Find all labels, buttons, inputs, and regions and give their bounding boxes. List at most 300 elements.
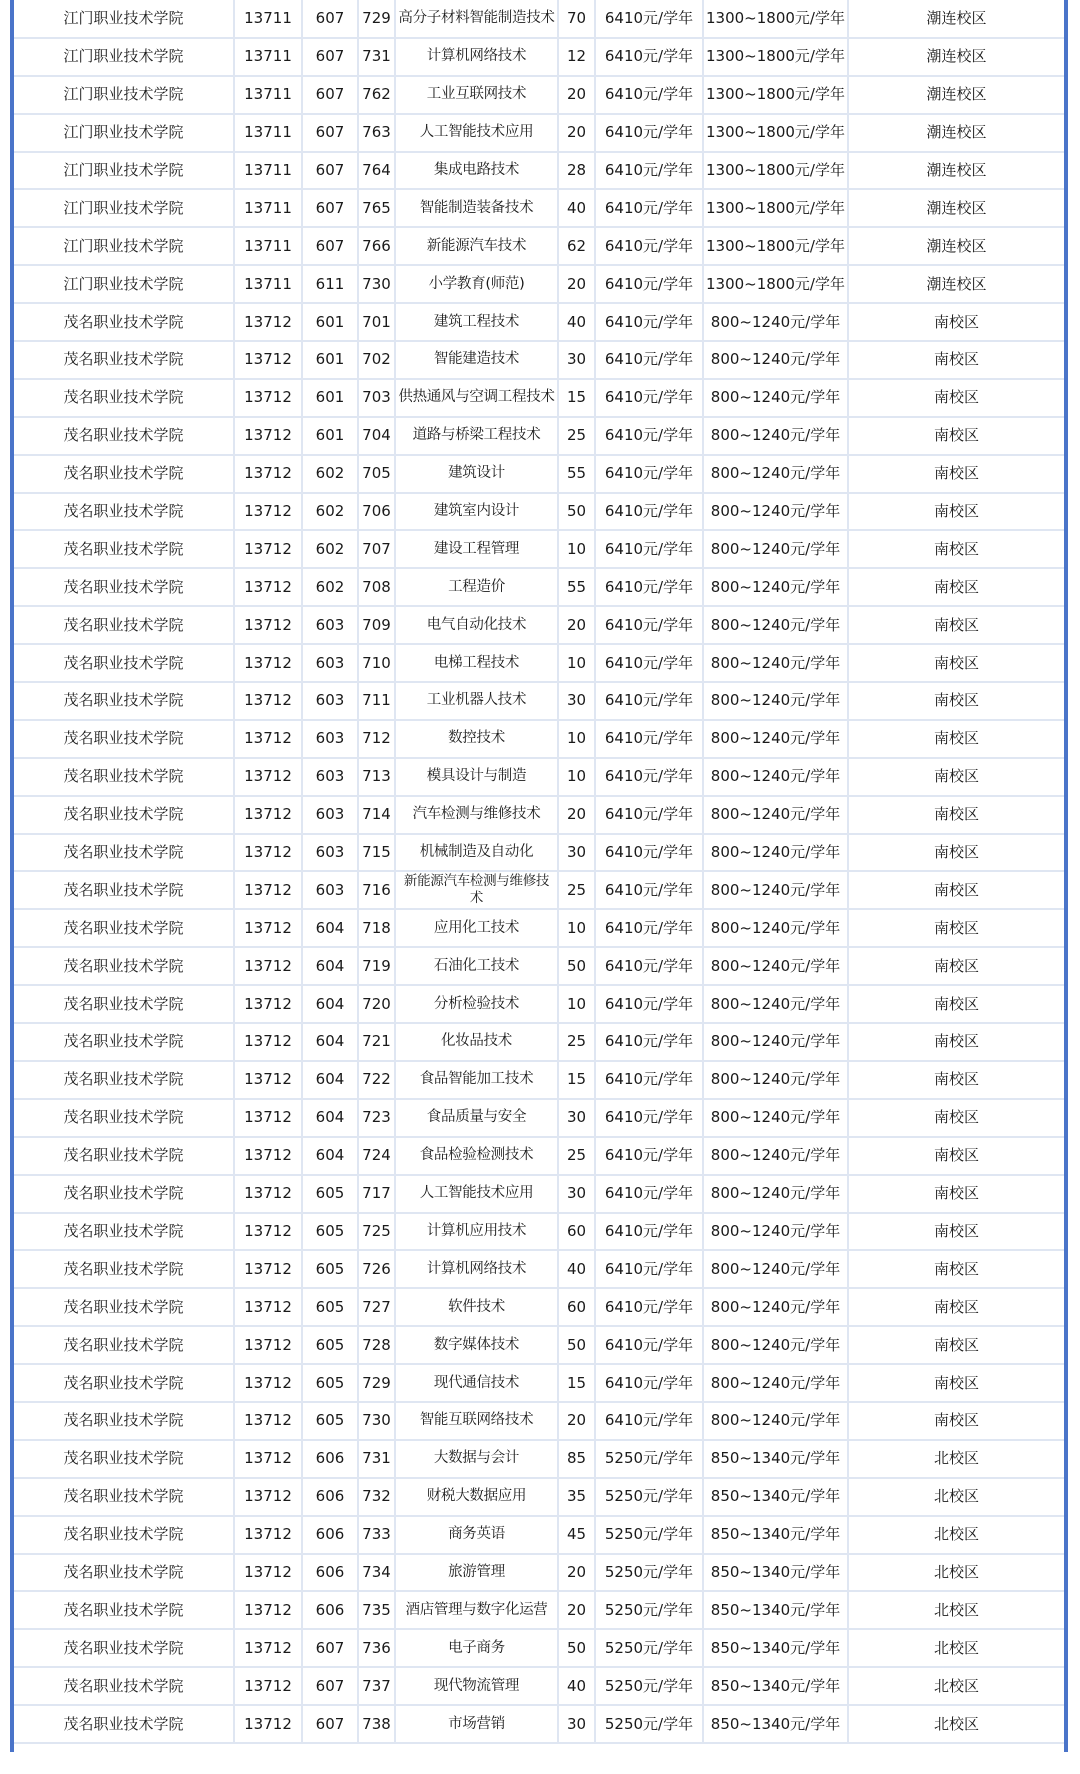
plan-count-cell: 55 [558,455,595,493]
plan-count-cell: 10 [558,530,595,568]
lodging-fee-cell: 800~1240元/学年 [703,1175,848,1213]
group-code-cell: 604 [302,1099,358,1137]
table-row [14,1099,1064,1137]
tuition-cell: 6410元/学年 [595,568,703,606]
plan-count-cell: 50 [558,947,595,985]
group-code-cell: 607 [302,76,358,114]
group-code-cell: 603 [302,796,358,834]
school-name-cell: 茂名职业技术学院 [14,1023,234,1061]
school-code-cell: 13712 [234,606,302,644]
plan-count-cell: 28 [558,152,595,190]
school-name-cell: 茂名职业技术学院 [14,1364,234,1402]
table-row [14,152,1064,190]
school-code-cell: 13712 [234,1516,302,1554]
lodging-fee-cell: 1300~1800元/学年 [703,227,848,265]
major-name-cell: 智能制造装备技术 [395,189,558,227]
plan-count-cell: 40 [558,1667,595,1705]
table-row [14,1591,1064,1629]
school-name-cell: 茂名职业技术学院 [14,1478,234,1516]
major-code-cell: 707 [358,530,395,568]
tuition-cell: 5250元/学年 [595,1591,703,1629]
group-code-cell: 605 [302,1250,358,1288]
school-name-cell: 茂名职业技术学院 [14,379,234,417]
lodging-fee-cell: 800~1240元/学年 [703,568,848,606]
major-code-cell: 729 [358,1364,395,1402]
group-code-cell: 607 [302,114,358,152]
school-name-cell: 茂名职业技术学院 [14,1288,234,1326]
tuition-cell: 6410元/学年 [595,0,703,38]
group-code-cell: 607 [302,0,358,38]
tuition-cell: 6410元/学年 [595,834,703,872]
major-name-cell: 数字媒体技术 [395,1326,558,1364]
major-name-cell: 小学教育(师范) [395,265,558,303]
table-row [14,606,1064,644]
campus-cell: 南校区 [848,1099,1064,1137]
school-code-cell: 13712 [234,644,302,682]
major-code-cell: 736 [358,1629,395,1667]
major-name-cell: 供热通风与空调工程技术 [395,379,558,417]
group-code-cell: 607 [302,1705,358,1743]
major-code-cell: 701 [358,303,395,341]
major-code-cell: 709 [358,606,395,644]
group-code-cell: 601 [302,417,358,455]
school-code-cell: 13711 [234,38,302,76]
school-name-cell: 茂名职业技术学院 [14,1402,234,1440]
group-code-cell: 604 [302,1023,358,1061]
school-code-cell: 13712 [234,303,302,341]
major-name-cell: 化妆品技术 [395,1023,558,1061]
lodging-fee-cell: 800~1240元/学年 [703,1288,848,1326]
tuition-cell: 5250元/学年 [595,1554,703,1592]
group-code-cell: 603 [302,871,358,909]
school-name-cell: 茂名职业技术学院 [14,1326,234,1364]
campus-cell: 北校区 [848,1629,1064,1667]
tuition-cell: 5250元/学年 [595,1705,703,1743]
tuition-cell: 6410元/学年 [595,1137,703,1175]
plan-count-cell: 40 [558,1250,595,1288]
school-code-cell: 13712 [234,493,302,531]
major-code-cell: 706 [358,493,395,531]
major-name-cell: 旅游管理 [395,1554,558,1592]
major-code-cell: 733 [358,1516,395,1554]
table-row [14,1288,1064,1326]
major-name-cell: 电梯工程技术 [395,644,558,682]
campus-cell: 北校区 [848,1440,1064,1478]
school-code-cell: 13711 [234,0,302,38]
plan-count-cell: 20 [558,796,595,834]
campus-cell: 南校区 [848,1326,1064,1364]
school-name-cell: 茂名职业技术学院 [14,1516,234,1554]
lodging-fee-cell: 1300~1800元/学年 [703,76,848,114]
table-row [14,1326,1064,1364]
major-code-cell: 704 [358,417,395,455]
tuition-cell: 6410元/学年 [595,1213,703,1251]
school-code-cell: 13711 [234,114,302,152]
admission-table [14,0,1064,1744]
school-name-cell: 江门职业技术学院 [14,38,234,76]
major-name-cell: 石油化工技术 [395,947,558,985]
plan-count-cell: 20 [558,1402,595,1440]
school-name-cell: 茂名职业技术学院 [14,1440,234,1478]
table-row [14,189,1064,227]
plan-count-cell: 20 [558,606,595,644]
group-code-cell: 611 [302,265,358,303]
major-code-cell: 715 [358,834,395,872]
major-code-cell: 721 [358,1023,395,1061]
plan-count-cell: 20 [558,265,595,303]
tuition-cell: 6410元/学年 [595,758,703,796]
tuition-cell: 6410元/学年 [595,909,703,947]
campus-cell: 南校区 [848,379,1064,417]
major-code-cell: 711 [358,682,395,720]
lodging-fee-cell: 850~1340元/学年 [703,1554,848,1592]
campus-cell: 南校区 [848,796,1064,834]
table-row [14,417,1064,455]
school-code-cell: 13712 [234,947,302,985]
lodging-fee-cell: 800~1240元/学年 [703,909,848,947]
school-code-cell: 13711 [234,265,302,303]
table-row [14,1402,1064,1440]
plan-count-cell: 25 [558,417,595,455]
school-name-cell: 茂名职业技术学院 [14,1213,234,1251]
campus-cell: 南校区 [848,1175,1064,1213]
school-code-cell: 13712 [234,1061,302,1099]
group-code-cell: 601 [302,341,358,379]
campus-cell: 北校区 [848,1516,1064,1554]
school-name-cell: 茂名职业技术学院 [14,606,234,644]
campus-cell: 南校区 [848,1023,1064,1061]
campus-cell: 南校区 [848,530,1064,568]
major-name-cell: 商务英语 [395,1516,558,1554]
lodging-fee-cell: 800~1240元/学年 [703,871,848,909]
school-code-cell: 13712 [234,1213,302,1251]
plan-count-cell: 10 [558,644,595,682]
tuition-cell: 6410元/学年 [595,114,703,152]
plan-count-cell: 20 [558,76,595,114]
major-code-cell: 734 [358,1554,395,1592]
lodging-fee-cell: 1300~1800元/学年 [703,152,848,190]
major-code-cell: 722 [358,1061,395,1099]
plan-count-cell: 12 [558,38,595,76]
group-code-cell: 601 [302,303,358,341]
school-code-cell: 13712 [234,455,302,493]
table-row [14,114,1064,152]
tuition-cell: 5250元/学年 [595,1516,703,1554]
tuition-cell: 6410元/学年 [595,341,703,379]
major-code-cell: 735 [358,1591,395,1629]
campus-cell: 南校区 [848,1137,1064,1175]
tuition-cell: 6410元/学年 [595,1175,703,1213]
major-code-cell: 728 [358,1326,395,1364]
lodging-fee-cell: 800~1240元/学年 [703,341,848,379]
table-row [14,341,1064,379]
table-row [14,758,1064,796]
major-code-cell: 731 [358,38,395,76]
table-row [14,227,1064,265]
plan-count-cell: 10 [558,985,595,1023]
tuition-cell: 6410元/学年 [595,455,703,493]
tuition-cell: 6410元/学年 [595,1364,703,1402]
campus-cell: 北校区 [848,1478,1064,1516]
school-code-cell: 13712 [234,379,302,417]
campus-cell: 南校区 [848,1288,1064,1326]
major-name-cell: 分析检验技术 [395,985,558,1023]
school-name-cell: 江门职业技术学院 [14,265,234,303]
school-name-cell: 茂名职业技术学院 [14,1705,234,1743]
school-code-cell: 13712 [234,1667,302,1705]
tuition-cell: 6410元/学年 [595,1250,703,1288]
campus-cell: 南校区 [848,493,1064,531]
campus-cell: 潮连校区 [848,114,1064,152]
campus-cell: 南校区 [848,341,1064,379]
group-code-cell: 604 [302,947,358,985]
group-code-cell: 605 [302,1364,358,1402]
major-name-cell: 建筑设计 [395,455,558,493]
campus-cell: 南校区 [848,871,1064,909]
campus-cell: 南校区 [848,720,1064,758]
major-name-cell: 新能源汽车技术 [395,227,558,265]
major-name-cell: 智能互联网络技术 [395,1402,558,1440]
major-name-cell: 财税大数据应用 [395,1478,558,1516]
campus-cell: 南校区 [848,568,1064,606]
group-code-cell: 602 [302,530,358,568]
table-row [14,947,1064,985]
plan-count-cell: 10 [558,758,595,796]
table-row [14,1137,1064,1175]
table-row [14,1629,1064,1667]
school-code-cell: 13712 [234,1137,302,1175]
table-row [14,1554,1064,1592]
campus-cell: 南校区 [848,1364,1064,1402]
tuition-cell: 6410元/学年 [595,265,703,303]
group-code-cell: 607 [302,1629,358,1667]
group-code-cell: 607 [302,152,358,190]
major-code-cell: 718 [358,909,395,947]
major-code-cell: 730 [358,265,395,303]
campus-cell: 潮连校区 [848,227,1064,265]
campus-cell: 潮连校区 [848,76,1064,114]
table-row [14,871,1064,909]
campus-cell: 潮连校区 [848,152,1064,190]
major-name-cell: 智能建造技术 [395,341,558,379]
tuition-cell: 6410元/学年 [595,682,703,720]
tuition-cell: 6410元/学年 [595,227,703,265]
lodging-fee-cell: 850~1340元/学年 [703,1629,848,1667]
major-name-cell: 人工智能技术应用 [395,1175,558,1213]
group-code-cell: 601 [302,379,358,417]
school-name-cell: 茂名职业技术学院 [14,341,234,379]
group-code-cell: 607 [302,189,358,227]
school-name-cell: 茂名职业技术学院 [14,644,234,682]
group-code-cell: 602 [302,493,358,531]
group-code-cell: 603 [302,606,358,644]
major-name-cell: 现代物流管理 [395,1667,558,1705]
lodging-fee-cell: 800~1240元/学年 [703,1364,848,1402]
tuition-cell: 6410元/学年 [595,38,703,76]
major-code-cell: 714 [358,796,395,834]
major-name-cell: 数控技术 [395,720,558,758]
tuition-cell: 6410元/学年 [595,303,703,341]
school-code-cell: 13712 [234,909,302,947]
major-name-cell: 汽车检测与维修技术 [395,796,558,834]
tuition-cell: 6410元/学年 [595,644,703,682]
table-row [14,379,1064,417]
major-code-cell: 727 [358,1288,395,1326]
group-code-cell: 604 [302,1061,358,1099]
group-code-cell: 607 [302,1667,358,1705]
lodging-fee-cell: 850~1340元/学年 [703,1516,848,1554]
campus-cell: 北校区 [848,1667,1064,1705]
table-body [14,0,1064,1743]
school-name-cell: 江门职业技术学院 [14,152,234,190]
plan-count-cell: 10 [558,909,595,947]
lodging-fee-cell: 800~1240元/学年 [703,455,848,493]
group-code-cell: 602 [302,568,358,606]
lodging-fee-cell: 1300~1800元/学年 [703,265,848,303]
lodging-fee-cell: 800~1240元/学年 [703,947,848,985]
major-code-cell: 719 [358,947,395,985]
major-code-cell: 703 [358,379,395,417]
lodging-fee-cell: 850~1340元/学年 [703,1705,848,1743]
plan-count-cell: 70 [558,0,595,38]
major-name-cell: 工业互联网技术 [395,76,558,114]
major-code-cell: 729 [358,0,395,38]
major-name-cell: 计算机网络技术 [395,38,558,76]
plan-count-cell: 15 [558,1364,595,1402]
school-name-cell: 江门职业技术学院 [14,76,234,114]
major-code-cell: 762 [358,76,395,114]
school-code-cell: 13712 [234,1175,302,1213]
campus-cell: 南校区 [848,1213,1064,1251]
group-code-cell: 606 [302,1554,358,1592]
table-row [14,985,1064,1023]
major-name-cell: 工程造价 [395,568,558,606]
campus-cell: 南校区 [848,455,1064,493]
campus-cell: 潮连校区 [848,265,1064,303]
plan-count-cell: 20 [558,1554,595,1592]
school-code-cell: 13712 [234,1705,302,1743]
lodging-fee-cell: 850~1340元/学年 [703,1591,848,1629]
major-name-cell: 电气自动化技术 [395,606,558,644]
major-code-cell: 764 [358,152,395,190]
school-code-cell: 13712 [234,568,302,606]
school-code-cell: 13711 [234,76,302,114]
campus-cell: 潮连校区 [848,189,1064,227]
table-row [14,1667,1064,1705]
tuition-cell: 6410元/学年 [595,1099,703,1137]
tuition-cell: 6410元/学年 [595,1023,703,1061]
school-code-cell: 13712 [234,834,302,872]
major-code-cell: 724 [358,1137,395,1175]
school-code-cell: 13712 [234,1023,302,1061]
school-code-cell: 13712 [234,720,302,758]
tuition-cell: 6410元/学年 [595,417,703,455]
plan-count-cell: 30 [558,834,595,872]
school-name-cell: 茂名职业技术学院 [14,493,234,531]
table-row [14,1440,1064,1478]
lodging-fee-cell: 1300~1800元/学年 [703,114,848,152]
table-row [14,568,1064,606]
school-name-cell: 茂名职业技术学院 [14,1667,234,1705]
plan-count-cell: 25 [558,871,595,909]
lodging-fee-cell: 800~1240元/学年 [703,303,848,341]
major-code-cell: 716 [358,871,395,909]
table-row [14,834,1064,872]
school-name-cell: 茂名职业技术学院 [14,1554,234,1592]
school-code-cell: 13712 [234,871,302,909]
school-name-cell: 茂名职业技术学院 [14,985,234,1023]
plan-count-cell: 35 [558,1478,595,1516]
group-code-cell: 607 [302,227,358,265]
table-frame [10,0,1068,1752]
campus-cell: 南校区 [848,985,1064,1023]
lodging-fee-cell: 800~1240元/学年 [703,1213,848,1251]
school-code-cell: 13711 [234,189,302,227]
campus-cell: 南校区 [848,303,1064,341]
campus-cell: 南校区 [848,947,1064,985]
school-code-cell: 13712 [234,1591,302,1629]
table-row [14,493,1064,531]
table-row [14,38,1064,76]
school-name-cell: 江门职业技术学院 [14,189,234,227]
major-code-cell: 713 [358,758,395,796]
tuition-cell: 6410元/学年 [595,1402,703,1440]
table-row [14,1516,1064,1554]
major-name-cell: 新能源汽车检测与维修技术 [395,871,558,909]
school-name-cell: 茂名职业技术学院 [14,568,234,606]
table-row [14,720,1064,758]
campus-cell: 南校区 [848,909,1064,947]
lodging-fee-cell: 800~1240元/学年 [703,1402,848,1440]
school-code-cell: 13712 [234,530,302,568]
major-code-cell: 726 [358,1250,395,1288]
tuition-cell: 5250元/学年 [595,1629,703,1667]
school-code-cell: 13712 [234,1629,302,1667]
major-code-cell: 765 [358,189,395,227]
campus-cell: 南校区 [848,1061,1064,1099]
major-code-cell: 708 [358,568,395,606]
major-name-cell: 高分子材料智能制造技术 [395,0,558,38]
tuition-cell: 6410元/学年 [595,189,703,227]
tuition-cell: 6410元/学年 [595,606,703,644]
major-name-cell: 市场营销 [395,1705,558,1743]
school-name-cell: 茂名职业技术学院 [14,417,234,455]
group-code-cell: 603 [302,834,358,872]
lodging-fee-cell: 800~1240元/学年 [703,644,848,682]
table-row [14,265,1064,303]
lodging-fee-cell: 850~1340元/学年 [703,1667,848,1705]
major-code-cell: 737 [358,1667,395,1705]
plan-count-cell: 20 [558,1591,595,1629]
plan-count-cell: 60 [558,1213,595,1251]
group-code-cell: 602 [302,455,358,493]
school-name-cell: 茂名职业技术学院 [14,909,234,947]
group-code-cell: 607 [302,38,358,76]
lodging-fee-cell: 800~1240元/学年 [703,682,848,720]
major-code-cell: 763 [358,114,395,152]
major-name-cell: 计算机应用技术 [395,1213,558,1251]
group-code-cell: 603 [302,644,358,682]
tuition-cell: 6410元/学年 [595,947,703,985]
school-code-cell: 13711 [234,227,302,265]
major-code-cell: 731 [358,1440,395,1478]
school-code-cell: 13711 [234,152,302,190]
school-name-cell: 茂名职业技术学院 [14,947,234,985]
major-name-cell: 应用化工技术 [395,909,558,947]
school-name-cell: 茂名职业技术学院 [14,758,234,796]
table-row [14,796,1064,834]
lodging-fee-cell: 800~1240元/学年 [703,796,848,834]
